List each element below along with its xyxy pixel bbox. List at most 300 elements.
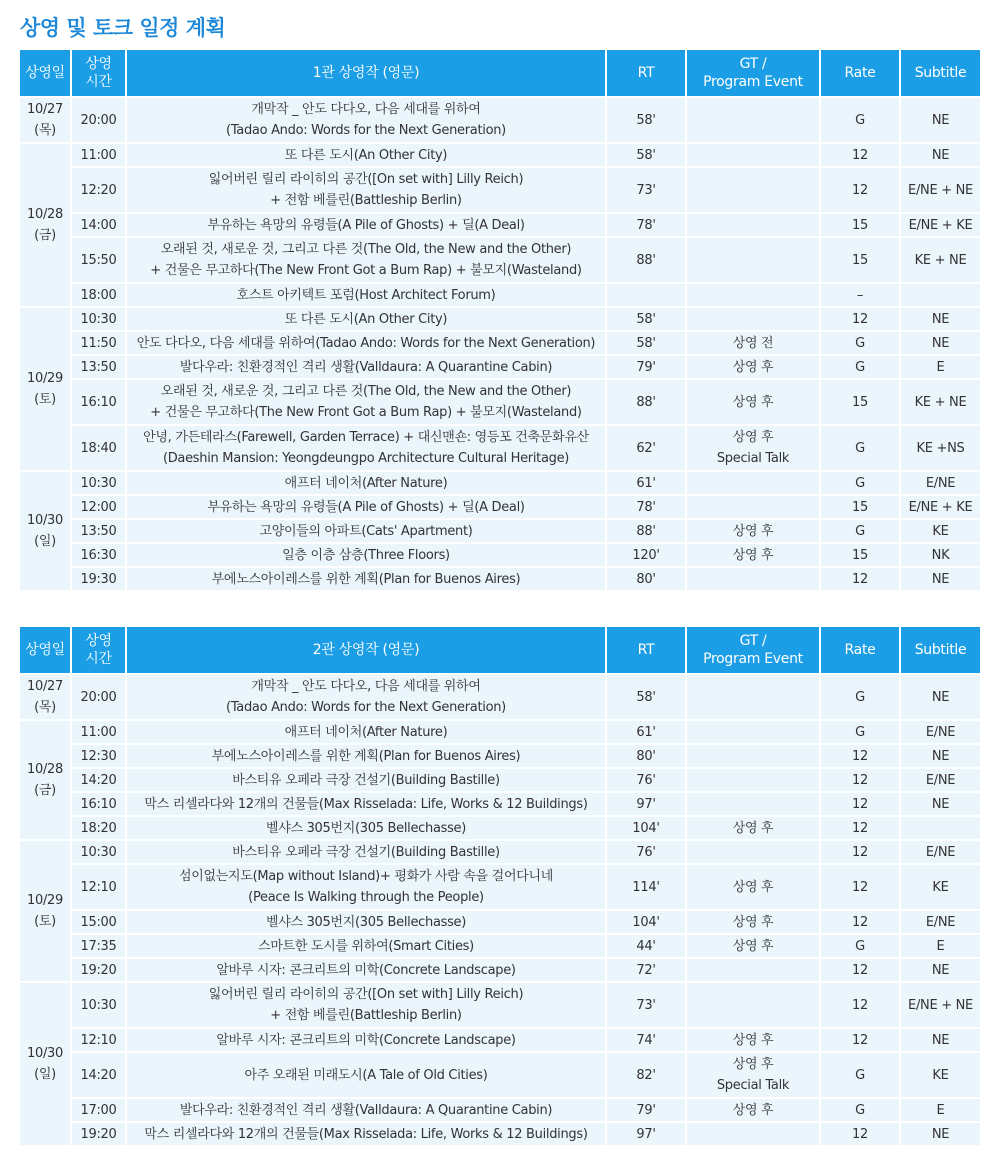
time-cell: 10:30 [72,983,127,1029]
header-date: 상영일 [20,50,72,98]
gt-line: 상영 후 [732,1057,774,1072]
rate-cell: G [821,721,901,745]
gt-line: 상영 후 [732,359,774,375]
gt-line: 상영 후 [732,938,774,954]
runtime-cell: 58' [607,98,687,144]
title-cell [127,721,607,745]
subtitle-cell: NK [901,544,980,568]
rate-cell: 12 [821,817,901,841]
gt-cell [687,98,821,144]
time-cell: 13:50 [72,356,127,380]
title-line: 바스티유 오페라 극장 건설기(Building Bastille) [232,844,500,860]
title-cell [127,496,607,520]
header-time: 상영 시간 [72,627,127,675]
gt-line: Special Talk [716,451,790,466]
gt-line: 상영 후 [732,523,774,539]
runtime-cell: 61' [607,472,687,496]
title-line: 또 다른 도시(An Other City) [284,311,448,327]
runtime-cell: 104' [607,911,687,935]
subtitle-cell: NE [901,675,980,721]
rate-cell: G [821,356,901,380]
time-cell: 10:30 [72,472,127,496]
gt-line: 상영 후 [732,914,774,930]
time-cell: 18:00 [72,284,127,308]
table-row [20,911,980,935]
rate-cell: 12 [821,911,901,935]
table-row [20,356,980,380]
runtime-cell: 88' [607,380,687,426]
gt-cell [687,168,821,214]
gt-cell [687,865,821,911]
gt-cell [687,841,821,865]
title-cell [127,214,607,238]
time-cell: 15:00 [72,911,127,935]
date-line: (토) [34,914,56,929]
title-line: 안도 다다오, 다음 세대를 위하여(Tadao Ando: Words for the Next Generation) [136,335,596,351]
time-cell: 12:10 [72,865,127,911]
gt-cell [687,308,821,332]
rate-cell: 15 [821,238,901,284]
gt-cell [687,911,821,935]
rate-cell: 12 [821,865,901,911]
rate-cell: 12 [821,308,901,332]
title-line: 개막작 _ 안도 다다오, 다음 세대를 위하여 [251,679,481,694]
title-line: 아주 오래된 미래도시(A Tale of Old Cities) [244,1067,488,1083]
rate-cell: 12 [821,841,901,865]
rate-cell: G [821,332,901,356]
title-line: (Tadao Ando: Words for the Next Generation) [226,123,506,138]
rate-cell: 12 [821,144,901,168]
subtitle-cell: NE [901,144,980,168]
header-rate: Rate [821,50,901,98]
hall1-schedule-table [20,50,980,592]
title-cell [127,1029,607,1053]
gt-cell [687,935,821,959]
header-gt: GT / Program Event [687,50,821,98]
gt-line: 상영 후 [732,820,774,836]
subtitle-cell: E/NE [901,721,980,745]
title-line: 부유하는 욕망의 유령들(A Pile of Ghosts) + 딜(A Deal) [207,499,525,515]
title-line: 또 다른 도시(An Other City) [284,147,448,163]
time-cell: 11:00 [72,144,127,168]
time-cell: 20:00 [72,675,127,721]
title-cell [127,745,607,769]
table-row [20,1123,980,1147]
table-row [20,1029,980,1053]
gt-cell [687,544,821,568]
time-cell: 11:50 [72,332,127,356]
table-row [20,817,980,841]
runtime-cell: 88' [607,238,687,284]
title-cell [127,284,607,308]
title-cell [127,332,607,356]
rate-cell: G [821,1053,901,1099]
rate-cell: G [821,472,901,496]
runtime-cell: 72' [607,959,687,983]
runtime-cell: 80' [607,568,687,592]
title-cell [127,426,607,472]
title-cell [127,1053,607,1099]
date-line: 10/28 [27,207,63,222]
date-line: 10/30 [27,513,63,528]
title-line: 벨샤스 305번지(305 Bellechasse) [265,914,467,930]
header-date: 상영일 [20,627,72,675]
table-row [20,332,980,356]
gt-cell [687,238,821,284]
rate-cell: 12 [821,959,901,983]
title-line: + 전함 베를린(Battleship Berlin) [270,1008,462,1023]
date-line: 10/28 [27,762,63,777]
title-line: 안녕, 가든테라스(Farewell, Garden Terrace) + 대신맨숀: 영등포 건축문화유산 [143,430,589,445]
subtitle-cell: NE [901,793,980,817]
date-cell [20,841,72,983]
title-cell [127,520,607,544]
date-cell [20,144,72,308]
header-subtitle: Subtitle [901,627,980,675]
subtitle-cell: E/NE + KE [901,214,980,238]
header-rate: Rate [821,627,901,675]
time-cell: 20:00 [72,98,127,144]
title-line: 섬이없는지도(Map without Island)+ 평화가 사람 속을 걸어다니네 [179,869,553,884]
gt-line: 상영 후 [732,879,774,895]
subtitle-cell [901,817,980,841]
time-cell: 16:10 [72,380,127,426]
subtitle-cell: KE [901,520,980,544]
gt-cell [687,284,821,308]
subtitle-cell: E [901,356,980,380]
title-line: + 전함 베를린(Battleship Berlin) [270,193,462,208]
title-cell [127,675,607,721]
time-cell: 17:00 [72,1099,127,1123]
subtitle-cell: NE [901,568,980,592]
gt-cell [687,793,821,817]
rate-cell: 12 [821,769,901,793]
gt-line: Special Talk [716,1078,790,1093]
rate-cell: G [821,520,901,544]
title-line: 발다우라: 친환경적인 격리 생활(Valldaura: A Quarantine Cabin) [179,359,553,375]
title-line: 개막작 _ 안도 다다오, 다음 세대를 위하여 [251,102,481,117]
table-row [20,380,980,426]
runtime-cell: 44' [607,935,687,959]
table-row [20,935,980,959]
subtitle-cell: E [901,1099,980,1123]
table-row [20,1099,980,1123]
date-line: 10/27 [27,679,63,694]
date-cell [20,983,72,1147]
subtitle-cell: NE [901,308,980,332]
runtime-cell: 97' [607,793,687,817]
date-cell [20,472,72,592]
title-cell [127,817,607,841]
rate-cell: 15 [821,380,901,426]
title-cell [127,1123,607,1147]
date-line: (금) [34,228,56,243]
rate-cell: 12 [821,745,901,769]
header-title: 1관 상영작 (영문) [127,50,607,98]
table-row [20,721,980,745]
table-row [20,983,980,1029]
title-cell [127,380,607,426]
table-row [20,959,980,983]
header-time: 상영 시간 [72,50,127,98]
subtitle-cell: KE [901,1053,980,1099]
date-line: 10/29 [27,371,63,386]
gt-cell [687,1099,821,1123]
title-line: 호스트 아키텍트 포럼(Host Architect Forum) [236,287,496,303]
runtime-cell: 76' [607,769,687,793]
time-cell: 19:20 [72,1123,127,1147]
table-row [20,472,980,496]
time-cell: 14:00 [72,214,127,238]
page-title: 상영 및 토크 일정 계획 [20,16,226,40]
time-cell: 16:30 [72,544,127,568]
gt-cell [687,144,821,168]
rate-cell: G [821,1099,901,1123]
title-cell [127,568,607,592]
date-cell [20,721,72,841]
title-line: 잃어버린 릴리 라이히의 공간([On set with] Lilly Reich) [208,987,524,1002]
subtitle-cell: NE [901,745,980,769]
time-cell: 12:20 [72,168,127,214]
time-cell: 12:00 [72,496,127,520]
title-cell [127,841,607,865]
rate-cell: 12 [821,1029,901,1053]
date-cell [20,675,72,721]
table-row [20,308,980,332]
gt-cell [687,568,821,592]
table-row [20,865,980,911]
table-row [20,841,980,865]
subtitle-cell: NE [901,98,980,144]
subtitle-cell: NE [901,959,980,983]
gt-cell [687,745,821,769]
table-header-row [20,627,980,675]
table-row [20,544,980,568]
gt-cell [687,1053,821,1099]
table-row [20,426,980,472]
table-row [20,238,980,284]
table-row [20,284,980,308]
subtitle-cell: E/NE [901,841,980,865]
subtitle-cell: NE [901,332,980,356]
title-line: 알바루 시자: 콘크리트의 미학(Concrete Landscape) [216,962,516,978]
time-cell: 13:50 [72,520,127,544]
table-header-row [20,50,980,98]
rate-cell: 12 [821,793,901,817]
gt-cell [687,214,821,238]
gt-cell [687,721,821,745]
title-cell [127,308,607,332]
time-cell: 12:10 [72,1029,127,1053]
runtime-cell: 78' [607,214,687,238]
title-line: + 건물은 무고하다(The New Front Got a Bum Rap) + 불모지(Wasteland) [150,263,582,278]
title-line: 부유하는 욕망의 유령들(A Pile of Ghosts) + 딜(A Deal) [207,217,525,233]
gt-cell [687,380,821,426]
gt-cell [687,675,821,721]
rate-cell: G [821,98,901,144]
gt-line: 상영 후 [732,1102,774,1118]
date-line: (토) [34,392,56,407]
title-line: 오래된 것, 새로운 것, 그리고 다른 것(The Old, the New and the Other) [160,242,572,257]
gt-line: 상영 후 [732,547,774,563]
subtitle-cell: KE + NE [901,238,980,284]
header-rt: RT [607,627,687,675]
title-line: 애프터 네이처(After Nature) [284,724,448,740]
gt-cell [687,496,821,520]
header-title: 2관 상영작 (영문) [127,627,607,675]
title-line: 고양이들의 아파트(Cats' Apartment) [259,523,473,539]
table-row [20,496,980,520]
runtime-cell: 58' [607,308,687,332]
date-line: (목) [34,700,56,715]
runtime-cell: 97' [607,1123,687,1147]
title-cell [127,793,607,817]
title-line: 스마트한 도시를 위하여(Smart Cities) [258,938,474,954]
date-line: (목) [34,123,56,138]
title-line: (Peace Is Walking through the People) [248,890,484,905]
runtime-cell: 114' [607,865,687,911]
title-line: 잃어버린 릴리 라이히의 공간([On set with] Lilly Reich) [208,172,524,187]
time-cell: 19:30 [72,568,127,592]
gt-cell [687,472,821,496]
time-cell: 14:20 [72,769,127,793]
subtitle-cell: E/NE + NE [901,983,980,1029]
date-line: 10/27 [27,102,63,117]
runtime-cell: 104' [607,817,687,841]
subtitle-cell: E/NE + NE [901,168,980,214]
subtitle-cell: KE + NE [901,380,980,426]
runtime-cell: 73' [607,168,687,214]
title-line: 발다우라: 친환경적인 격리 생활(Valldaura: A Quarantine Cabin) [179,1102,553,1118]
subtitle-cell: KE +NS [901,426,980,472]
rate-cell: 12 [821,568,901,592]
table-row [20,1053,980,1099]
subtitle-cell: E/NE [901,769,980,793]
runtime-cell: 82' [607,1053,687,1099]
gt-line: 상영 전 [732,335,774,351]
subtitle-cell: NE [901,1029,980,1053]
title-line: (Tadao Ando: Words for the Next Generation) [226,700,506,715]
date-line: 10/30 [27,1046,63,1061]
gt-cell [687,332,821,356]
date-cell [20,98,72,144]
title-cell [127,935,607,959]
runtime-cell: 76' [607,841,687,865]
rate-cell: 12 [821,168,901,214]
gt-cell [687,426,821,472]
rate-cell: – [821,284,901,308]
time-cell: 18:20 [72,817,127,841]
time-cell: 10:30 [72,308,127,332]
title-line: 오래된 것, 새로운 것, 그리고 다른 것(The Old, the New and the Other) [160,384,572,399]
table-row [20,168,980,214]
title-cell [127,544,607,568]
title-cell [127,144,607,168]
gt-line: 상영 후 [732,394,774,410]
hall2-schedule-table [20,627,980,1147]
rate-cell: 15 [821,496,901,520]
rate-cell: G [821,675,901,721]
table-row [20,520,980,544]
title-cell [127,356,607,380]
title-cell [127,769,607,793]
time-cell: 11:00 [72,721,127,745]
title-cell [127,959,607,983]
date-line: (일) [34,1067,56,1082]
rate-cell: G [821,935,901,959]
time-cell: 19:20 [72,959,127,983]
table-row [20,745,980,769]
title-line: (Daeshin Mansion: Yeongdeungpo Architecture Cultural Heritage) [162,451,570,466]
table-row [20,144,980,168]
runtime-cell: 58' [607,332,687,356]
gt-cell [687,520,821,544]
subtitle-cell: E [901,935,980,959]
runtime-cell: 79' [607,356,687,380]
table-row [20,793,980,817]
date-line: 10/29 [27,893,63,908]
runtime-cell: 88' [607,520,687,544]
runtime-cell: 74' [607,1029,687,1053]
subtitle-cell [901,284,980,308]
title-line: 막스 리셀라다와 12개의 건물들(Max Risselada: Life, Works & 12 Buildings) [144,1126,588,1142]
runtime-cell: 73' [607,983,687,1029]
gt-cell [687,1123,821,1147]
title-line: 일층 이층 삼층(Three Floors) [282,547,450,563]
subtitle-cell: E/NE [901,911,980,935]
gt-cell [687,983,821,1029]
header-subtitle: Subtitle [901,50,980,98]
time-cell: 17:35 [72,935,127,959]
title-line: 벨샤스 305번지(305 Bellechasse) [265,820,467,836]
table-row [20,568,980,592]
date-line: (일) [34,534,56,549]
runtime-cell: 80' [607,745,687,769]
title-cell [127,911,607,935]
gt-cell [687,817,821,841]
table-row [20,769,980,793]
gt-cell [687,769,821,793]
title-cell [127,983,607,1029]
time-cell: 10:30 [72,841,127,865]
header-rt: RT [607,50,687,98]
rate-cell: 15 [821,544,901,568]
title-cell [127,98,607,144]
time-cell: 14:20 [72,1053,127,1099]
runtime-cell: 62' [607,426,687,472]
subtitle-cell: KE [901,865,980,911]
subtitle-cell: E/NE [901,472,980,496]
runtime-cell [607,284,687,308]
rate-cell: 15 [821,214,901,238]
runtime-cell: 78' [607,496,687,520]
title-line: 바스티유 오페라 극장 건설기(Building Bastille) [232,772,500,788]
table-row [20,98,980,144]
title-line: 애프터 네이처(After Nature) [284,475,448,491]
gt-line: 상영 후 [732,430,774,445]
gt-line: 상영 후 [732,1032,774,1048]
date-cell [20,308,72,472]
rate-cell: 12 [821,983,901,1029]
rate-cell: G [821,426,901,472]
gt-cell [687,356,821,380]
gt-cell [687,1029,821,1053]
runtime-cell: 61' [607,721,687,745]
title-cell [127,865,607,911]
header-gt: GT / Program Event [687,627,821,675]
time-cell: 16:10 [72,793,127,817]
gt-cell [687,959,821,983]
